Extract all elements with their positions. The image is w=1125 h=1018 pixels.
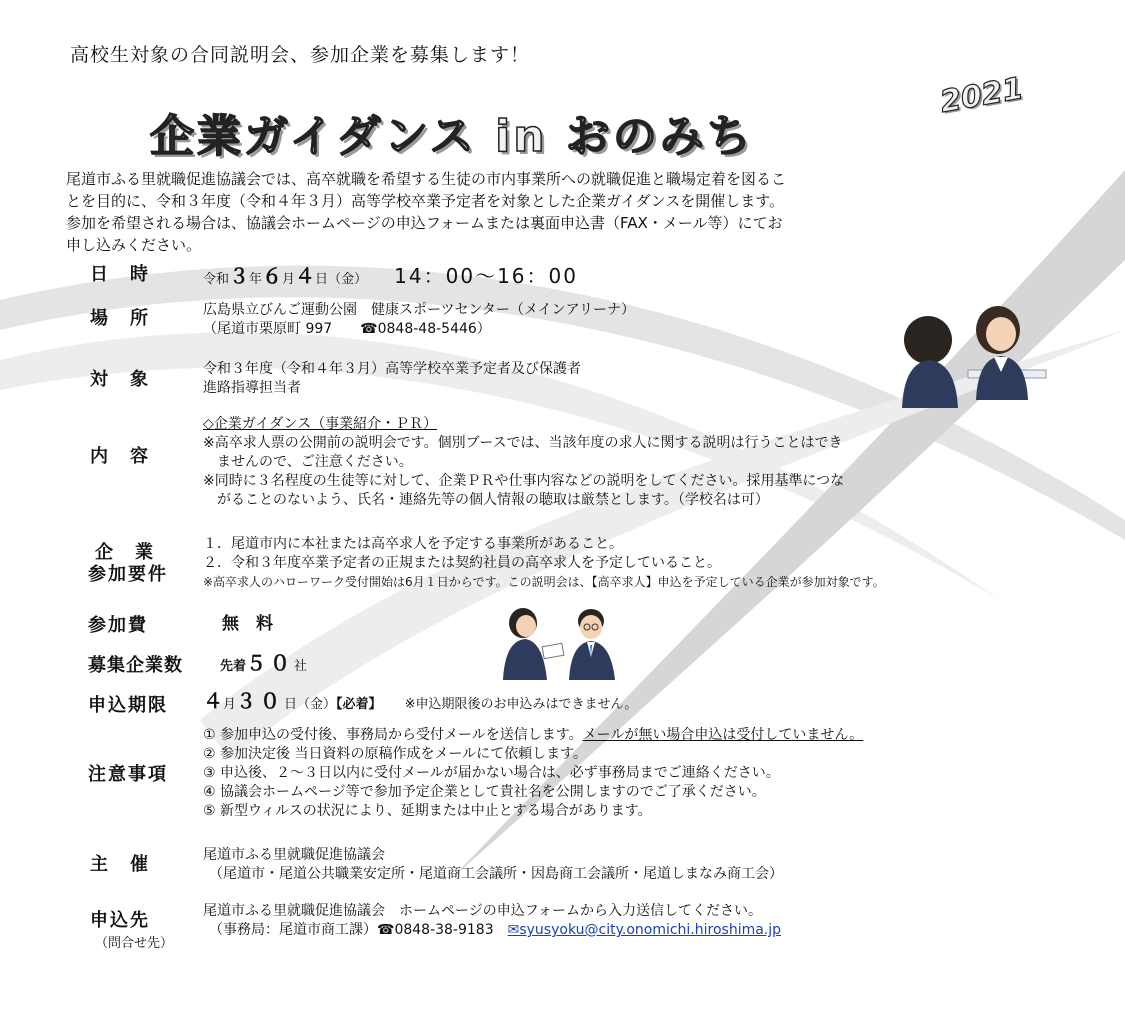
target-value: 令和３年度（令和４年３月）高等学校卒業予定者及び保護者 進路指導担当者 [203, 361, 581, 396]
place-label: 場 所 [90, 308, 150, 329]
date-value: 令和３年６月４日（金） 14：00～16：00 [203, 264, 578, 288]
intro-paragraph [66, 168, 1056, 256]
deadline-label: 申込期限 [88, 695, 168, 716]
notes-label: 注意事項 [88, 764, 168, 785]
fee-label: 参加費 [88, 615, 148, 636]
capacity-value: 先着５０社 [220, 651, 308, 675]
note-item: ④ 協議会ホームページ等で参加予定企業として貴社名を公開しますのでご了承ください。 [203, 784, 766, 800]
date-label: 日 時 [90, 264, 150, 285]
deadline-value: ４月３０日（金）【必着】 ※申込期限後のお申込みはできません。 [203, 689, 638, 713]
apply-value: 尾道市ふる里就職促進協議会 ホームページの申込フォームから入力送信してください。 （事務局：尾道市商工課）☎0848-38-9183 ✉syusyoku@city.onomichi.hiroshima.jp [203, 903, 782, 938]
host-value: 尾道市ふる里就職促進協議会 （尾道市・尾道公共職業安定所・尾道商工会議所・因島商工会議所・尾道しまなみ商工会） [203, 847, 783, 882]
host-label: 主 催 [90, 854, 150, 875]
intro-line: 尾道市ふる里就職促進協議会では、高卒就職を希望する生徒の市内事業所への就職促進と職場定着を図るこ [66, 170, 787, 188]
business-card-exchange-illustration [495, 605, 625, 680]
requirements-label-1: 企 業 [95, 542, 155, 563]
requirements-label-2: 参加要件 [88, 564, 168, 585]
fee-value: 無 料 [222, 614, 273, 634]
apply-label: 申込先 [90, 910, 150, 931]
content-label: 内 容 [90, 446, 150, 467]
interview-illustration [898, 300, 1048, 410]
place-value: 広島県立びんご運動公園 健康スポーツセンター（メインアリーナ） （尾道市栗原町 997 ☎0848-48-5446） [203, 302, 636, 337]
note-item: ⑤ 新型ウィルスの状況により、延期または中止とする場合があります。 [203, 803, 652, 819]
apply-sublabel: （問合せ先） [95, 936, 174, 951]
requirements-value: １．尾道市内に本社または高卒求人を予定する事業所があること。 ２．令和３年度卒業予定者の正規または契約社員の高卒求人を予定していること。 ※高卒求人のハローワーク受付開始は6月１日からです。この説明会は、【高卒求人】申込を予定している企業が参加対象です。 [203, 536, 885, 589]
note-item: ③ 申込後、２～３日以内に受付メールが届かない場合は、必ず事務局までご連絡ください。 [203, 765, 780, 781]
target-label: 対 象 [90, 369, 150, 390]
event-title: 企業ガイダンス in おのみち [150, 111, 754, 162]
note-item: ② 参加決定後 当日資料の原稿作成をメールにて依頼します。 [203, 746, 588, 762]
content-value: ◇企業ガイダンス（事業紹介・ＰＲ） ※高卒求人票の公開前の説明会です。個別ブースでは、当該年度の求人に関する説明は行うことはでき ませんので、ご注意ください。 ※同時に３名程度の生徒等に対して、企業ＰＲや仕事内容などの説明をしてください。採用基準につな がることのないよう、氏名・連絡先等の個人情報の聴取は厳禁とします。（学校名は可） [203, 416, 845, 508]
intro-line: 参加を希望される場合は、協議会ホームページの申込フォームまたは裏面申込書（FAX・メール等）にてお [66, 214, 783, 232]
capacity-label: 募集企業数 [88, 655, 183, 676]
lead-text: 高校生対象の合同説明会、参加企業を募集します！ [70, 44, 531, 66]
note-item: ① 参加申込の受付後、事務局から受付メールを送信します。メールが無い場合申込は受付していません。 [203, 727, 864, 743]
date-time: 14：00～16：00 [394, 264, 578, 288]
year-badge: 2021 [937, 71, 1026, 120]
contact-email-link[interactable]: ✉syusyoku@city.onomichi.hiroshima.jp [507, 922, 782, 938]
intro-line: 申し込みください。 [66, 236, 202, 254]
notes-list [203, 726, 863, 821]
intro-line: とを目的に、令和３年度（令和４年３月）高等学校卒業予定者を対象とした企業ガイダンスを開催します。 [66, 192, 785, 210]
